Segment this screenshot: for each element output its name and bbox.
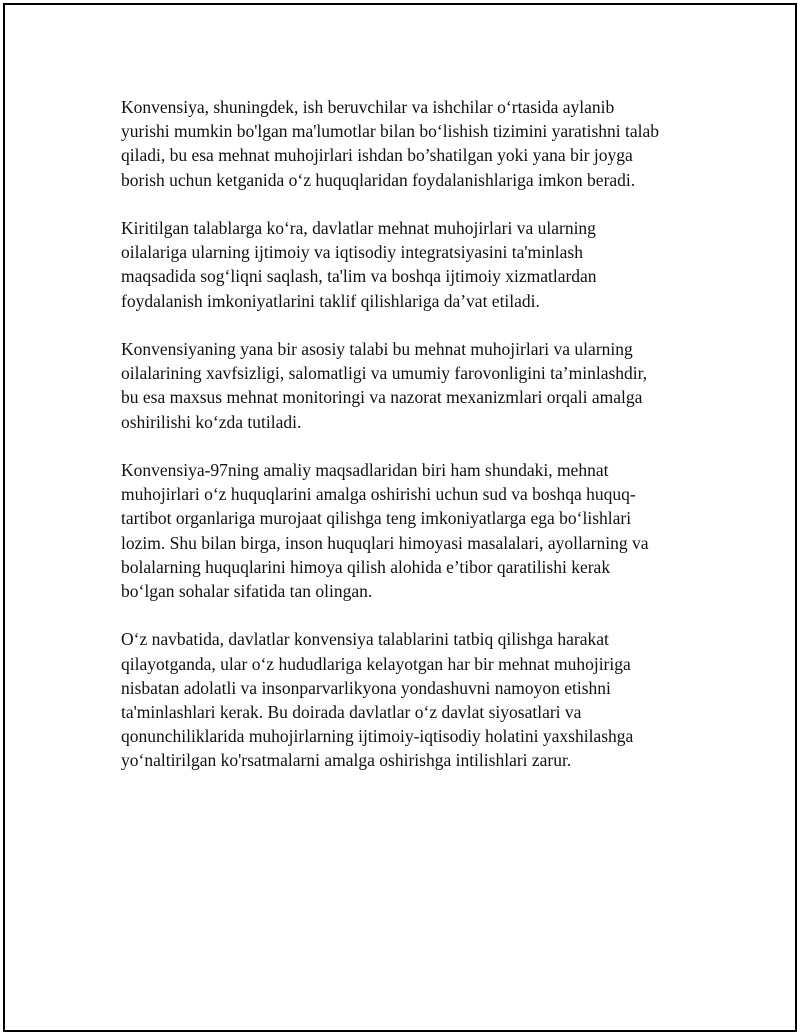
paragraph-1: Konvensiya, shuningdek, ish beruvchilar va ishchilar oʻrtasida aylanib yurishi mumkin bo'lgan ma'lumotlar bilan boʻlishish tizimini yaratishni talab qiladi, bu esa mehnat muhojirlari ishdan bo’shatilgan yoki yana bir joyga borish uchun ketganida oʻz huquqlaridan foydalanishlariga imkon beradi. xyxy=(121,97,660,190)
paragraph-2: Kiritilgan talablarga koʻra, davlatlar mehnat muhojirlari va ularning oilalariga ularning ijtimoiy va iqtisodiy integratsiyasini ta'minlash maqsadida sogʻliqni saqlash, ta'lim va boshqa ijtimoiy xizmatlardan foydalanish imkoniyatlarini taklif qilishlariga da’vat etiladi. xyxy=(121,218,597,311)
paragraph-4: Konvensiya-97ning amaliy maqsadlaridan biri ham shundaki, mehnat muhojirlari oʻz huquqlarini amalga oshirishi uchun sud va boshqa huquq- tartibot organlariga murojaat qilishga teng imkoniyatlarga ega boʻlishlari lozim. Shu bilan birga, inson huquqlari himoyasi masalalari, ayollarning va bolalarning huquqlarini himoya qilish alohida e’tibor qaratilishi kerak boʻlgan sohalar sifatida tan olingan. xyxy=(121,460,649,602)
page-frame xyxy=(3,3,797,1032)
document-body xyxy=(121,95,701,797)
paragraph-3: Konvensiyaning yana bir asosiy talabi bu mehnat muhojirlari va ularning oilalarining xavfsizligi, salomatligi va umumiy farovonligini ta’minlashdir, bu esa maxsus mehnat monitoringi va nazorat mexanizmlari orqali amalga oshirilishi koʻzda tutiladi. xyxy=(121,339,648,432)
paragraph-5: Oʻz navbatida, davlatlar konvensiya talablarini tatbiq qilishga harakat qilayotganda, ular oʻz hududlariga kelayotgan har bir mehnat muhojiriga nisbatan adolatli va insonparvarlikyona yondashuvni namoyon etishni ta'minlashlari kerak. Bu doirada davlatlar oʻz davlat siyosatlari va qonunchiliklarida muhojirlarning ijtimoiy-iqtisodiy holatini yaxshilashga yoʻnaltirilgan ko'rsatmalarni amalga oshirishga intilishlari zarur. xyxy=(121,629,634,771)
